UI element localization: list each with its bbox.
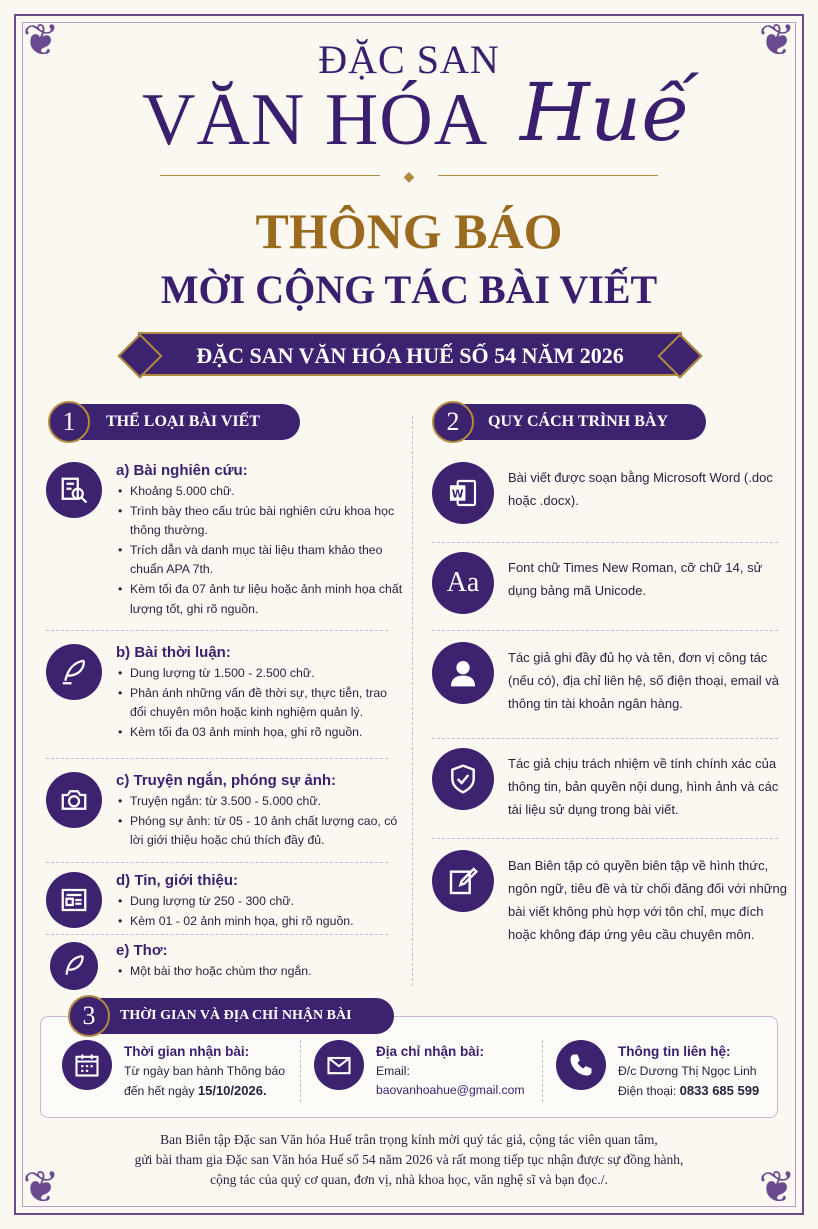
section3-title: THỜI GIAN VÀ ĐỊA CHỈ NHẬN BÀI — [90, 998, 394, 1034]
format-text: Tác giả chịu trách nhiệm về tính chính xác của thông tin, bản quyền nội dung, hình ảnh và các tài liệu sử dụng trong bài viết. — [508, 756, 779, 817]
format-text: Font chữ Times New Roman, cỡ chữ 14, sử dụng bảng mã Unicode. — [508, 560, 763, 598]
phone-icon — [556, 1040, 606, 1090]
phone-label: Điện thoại: — [618, 1084, 677, 1098]
font-icon: Aa — [432, 552, 494, 614]
contact-name: Đ/c Dương Thị Ngọc Linh — [618, 1064, 757, 1078]
notice-title: THÔNG BÁO — [255, 203, 563, 259]
shield-check-icon — [432, 748, 494, 810]
word-icon — [432, 462, 494, 524]
ornament-icon: ❦ — [22, 1163, 60, 1212]
genre-bullet: • Trích dẫn và danh mục tài liệu tham khảo theo chuẩn APA 7th. — [116, 541, 406, 580]
svg-text:W: W — [451, 487, 464, 501]
calendar-icon — [62, 1040, 112, 1090]
column-divider — [300, 1040, 301, 1102]
newspaper-icon — [46, 872, 102, 928]
masthead-line2: VĂN HÓA — [142, 79, 489, 161]
item-divider — [432, 738, 778, 739]
quill-icon — [46, 644, 102, 700]
genre-bullet: • Trình bày theo cấu trúc bài nghiên cứu khoa học thông thường. — [116, 502, 406, 541]
phone-number[interactable]: 0833 685 599 — [679, 1083, 760, 1098]
ornament-icon: ❦ — [758, 16, 796, 65]
genre-item — [46, 462, 403, 622]
closing-note — [80, 1130, 738, 1190]
section2-number: 2 — [432, 401, 474, 443]
deadline-line2: đến hết ngày — [124, 1084, 195, 1098]
deadline-date: 15/10/2026. — [197, 1083, 267, 1098]
mail-icon — [314, 1040, 364, 1090]
genre-bullet: • Kèm tối đa 07 ảnh tư liệu hoặc ảnh minh họa chất lượng tốt, ghi rõ nguồn. — [116, 580, 406, 619]
issue-banner: ĐẶC SAN VĂN HÓA HUẾ SỐ 54 NĂM 2026 — [138, 332, 682, 376]
email-link[interactable]: baovanhoahue@gmail.com — [376, 1083, 525, 1097]
masthead-line1: ĐẶC SAN — [318, 37, 500, 82]
deadline-line1: Từ ngày ban hành Thông báo — [124, 1064, 286, 1078]
genre-bullet: • Một bài thơ hoặc chùm thơ ngắn. — [116, 962, 406, 982]
format-text: Tác giả ghi đầy đủ họ và tên, đơn vị công tác (nếu có), địa chỉ liên hệ, số điện thoại, email và thông tin tài khoản ngân hàng. — [508, 650, 779, 711]
user-icon — [432, 642, 494, 704]
genre-bullet: • Truyện ngắn: từ 3.500 - 5.000 chữ. — [116, 792, 406, 812]
genre-title: e) Thơ: — [116, 942, 168, 959]
feather-icon — [50, 942, 98, 990]
closing-line: Ban Biên tập Đặc san Văn hóa Huế trân trọng kính mời quý tác giả, cộng tác viên quan tâm, — [160, 1132, 658, 1147]
deadline-title: Thời gian nhận bài: — [124, 1044, 250, 1059]
item-divider — [46, 934, 388, 935]
section2-title: QUY CÁCH TRÌNH BÀY — [454, 404, 706, 440]
format-text: Bài viết được soạn bằng Microsoft Word (.doc hoặc .docx). — [508, 470, 773, 508]
address-title: Địa chỉ nhận bài: — [376, 1044, 485, 1059]
column-divider — [542, 1040, 543, 1102]
email-label: Email: — [376, 1064, 410, 1078]
column-divider — [412, 416, 413, 986]
section1-number: 1 — [48, 401, 90, 443]
genre-bullet: • Phóng sự ảnh: từ 05 - 10 ảnh chất lượng cao, có lời giới thiệu hoặc chú thích đầy đủ. — [116, 812, 406, 851]
item-divider — [46, 630, 388, 631]
genre-bullet: • Kèm 01 - 02 ảnh minh họa, ghi rõ nguồn. — [116, 912, 406, 932]
item-divider — [432, 542, 778, 543]
genre-title: d) Tin, giới thiệu: — [116, 872, 239, 889]
contact-title: Thông tin liên hệ: — [618, 1044, 731, 1059]
genre-title: c) Truyện ngắn, phóng sự ảnh: — [116, 772, 337, 789]
item-divider — [46, 758, 388, 759]
item-divider — [432, 838, 778, 839]
ornament-divider: ◆ — [160, 168, 658, 184]
item-divider — [46, 862, 388, 863]
section1-title: THỂ LOẠI BÀI VIẾT — [72, 404, 300, 440]
genre-title: a) Bài nghiên cứu: — [116, 462, 248, 479]
research-icon — [46, 462, 102, 518]
ornament-icon: ❦ — [758, 1163, 796, 1212]
notice-subtitle: MỜI CỘNG TÁC BÀI VIẾT — [160, 267, 658, 312]
format-text: Ban Biên tập có quyền biên tập về hình thức, ngôn ngữ, tiêu đề và từ chối đăng đối với những bài viết không phù hợp với tôn chỉ, mục đích hoặc không đáp ứng yêu cầu chuyên môn. — [508, 858, 787, 942]
closing-line: gửi bài tham gia Đặc san Văn hóa Huế số 54 năm 2026 và rất mong tiếp tục nhận được sự đồng hành, — [134, 1152, 684, 1167]
item-divider — [432, 630, 778, 631]
genre-bullet: • Phản ánh những vấn đề thời sự, thực tiễn, trao đổi chuyên môn hoặc kinh nghiệm quản lý. — [116, 684, 406, 723]
section3-number: 3 — [68, 995, 110, 1037]
genre-bullet: • Kèm tối đa 03 ảnh minh họa, ghi rõ nguồn. — [116, 723, 406, 743]
ornament-icon: ❦ — [22, 16, 60, 65]
camera-icon — [46, 772, 102, 828]
closing-line: cộng tác của quý cơ quan, đơn vị, nhà khoa học, văn nghệ sĩ và bạn đọc./. — [210, 1172, 608, 1187]
genre-bullet: • Dung lượng từ 1.500 - 2.500 chữ. — [116, 664, 406, 684]
masthead-script: Huế — [520, 66, 691, 159]
genre-bullet: • Khoảng 5.000 chữ. — [116, 482, 406, 502]
edit-icon — [432, 850, 494, 912]
genre-title: b) Bài thời luận: — [116, 644, 231, 661]
genre-bullet: • Dung lượng từ 250 - 300 chữ. — [116, 892, 406, 912]
